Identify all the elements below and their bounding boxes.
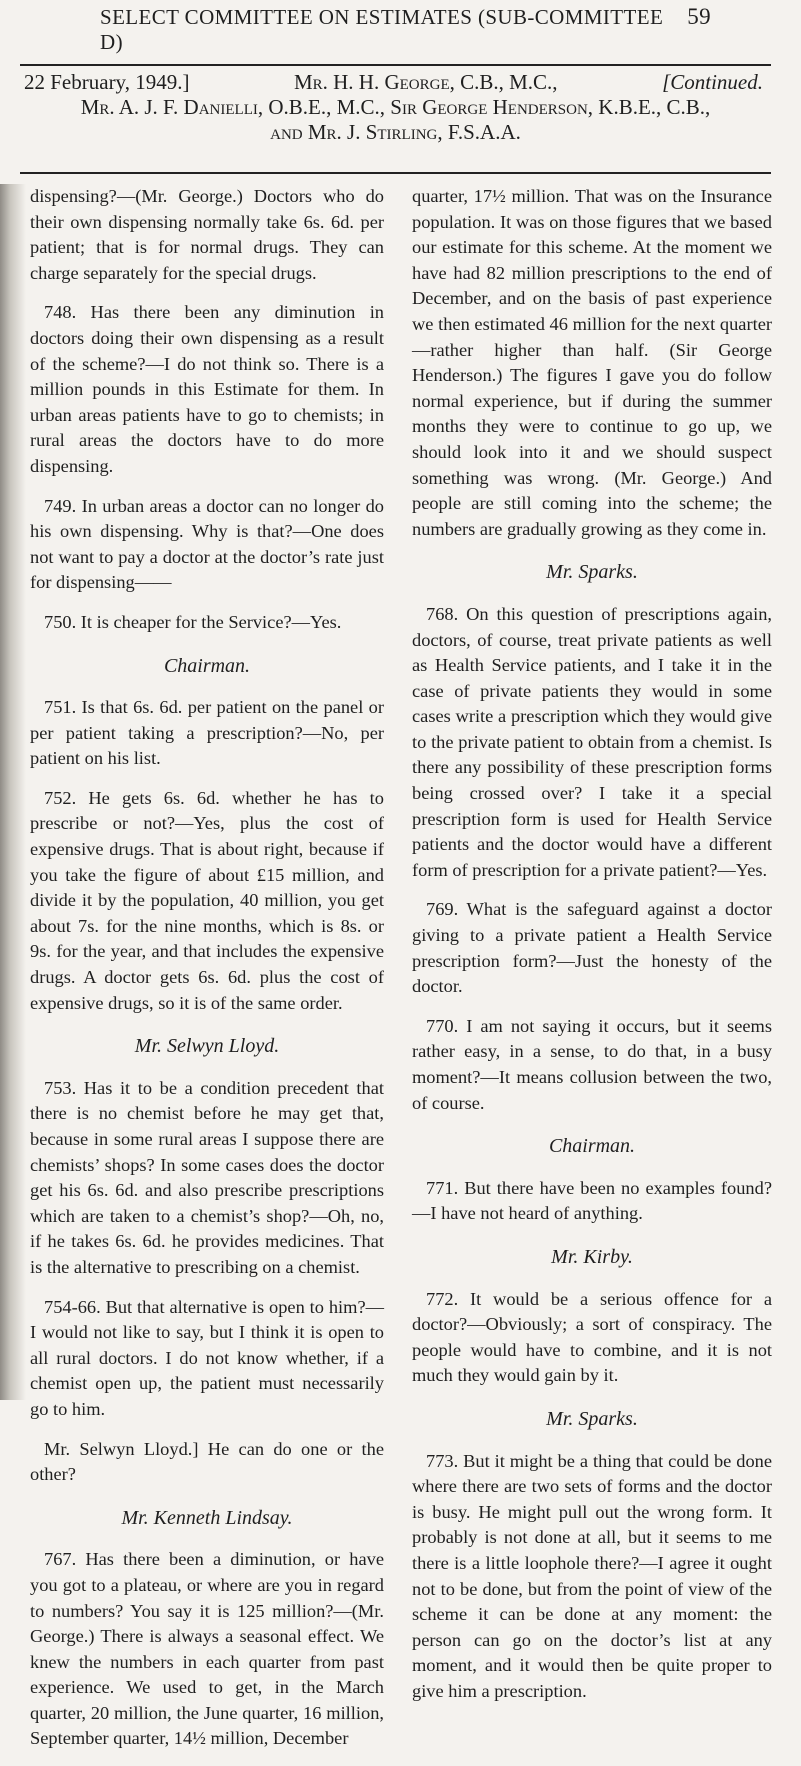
sitting-date: 22 February, 1949.] bbox=[24, 70, 190, 94]
evidence-paragraph: 769. What is the safeguard against a doctor giving to a private patient a Health Service prescription form?—Just the honesty of the doctor. bbox=[412, 899, 772, 997]
running-head-title: SELECT COMMITTEE ON ESTIMATES (SUB-COMMITTEE D) bbox=[100, 5, 664, 54]
evidence-paragraph: 753. Has it to be a condition precedent that there is no chemist before he may get that, because in some rural areas I suppose there are chemists’ shops? In some cases does the doctor get his 6s. 6d. and also prescribe prescriptions which are taken to a chemist’s shop?—Oh, no, if he takes 6s. 6d. he provides medicines. That is the alternative to prescribing on a chemist. bbox=[30, 1077, 384, 1277]
running-head bbox=[100, 4, 711, 55]
witness-line-1 bbox=[20, 70, 771, 95]
speaker-heading: Mr. Sparks. bbox=[546, 1407, 638, 1430]
evidence-paragraph: 767. Has there been a diminution, or have you got to a plateau, or where are you in regard to numbers? You say it is 125 million?—(Mr. George.) There is always a seasonal effect. We knew the numbers in each quarter from past experience. We used to get, in the March quarter, 20 million, the June quarter, 16 million, September quarter, 14½ million, December bbox=[30, 1549, 384, 1749]
continued-paragraph: dispensing?—(Mr. George.) Doctors who do their own dispensing normally take 6s. 6d. per patient; that is for normal drugs. They can charge separately for the special drugs. bbox=[30, 186, 384, 283]
witness-names-line-1: Mr. H. H. George, C.B., M.C., bbox=[293, 70, 558, 94]
page-number: 59 bbox=[687, 4, 711, 29]
evidence-paragraph: 750. It is cheaper for the Service?—Yes. bbox=[44, 611, 342, 632]
speaker-heading: Chairman. bbox=[163, 654, 251, 677]
evidence-paragraph: 773. But it might be a thing that could be done where there are two sets of forms and the doctor is busy. He might pull out the wrong form. It probably is not done at all, but it seems to me there is a little loophole there?—I agree it ought not to be done, but from the point of view of the scheme it can be done at any moment: the person can go on the doctor’s list at any moment, and it would then be quite proper to give him a prescription. bbox=[412, 1450, 772, 1701]
evidence-paragraph: 751. Is that 6s. 6d. per patient on the panel or per patient taking a prescription?—No, per patient on his list. bbox=[30, 697, 384, 769]
binding-shadow bbox=[0, 184, 26, 1400]
evidence-paragraph: 770. I am not saying it occurs, but it seems rather easy, in a sense, to do that, in a busy moment?—It means collusion between the two, of course. bbox=[412, 1015, 772, 1113]
evidence-paragraph: 771. But there have been no examples found?—I have not heard of anything. bbox=[412, 1177, 772, 1224]
evidence-paragraph: 772. It would be a serious offence for a doctor?—Obviously; a sort of conspiracy. The people would have to combine, and it is not much they would gain by it. bbox=[412, 1288, 772, 1386]
header-rule-bottom bbox=[20, 172, 771, 174]
speaker-heading: Mr. Kirby. bbox=[551, 1245, 633, 1268]
witness-block bbox=[20, 70, 771, 145]
evidence-paragraph: 752. He gets 6s. 6d. whether he has to prescribe or not?—Yes, plus the cost of expensive drugs. That is about right, because if you take the figure of about £15 million, and divide it by the population, 40 million, you get about 7s. for the nine months, which is 8s. or 9s. for the year, and that includes the expensive drugs. A doctor gets 6s. 6d. plus the cost of expensive drugs, so it is of the same order. bbox=[30, 787, 384, 1013]
evidence-paragraph: 754-66. But that alternative is open to him?—I would not like to say, but I think it is open to all rural doctors. I do not know whether, if a chemist open up, the patient must necessarily go to him. bbox=[30, 1296, 384, 1419]
speaker-heading: Mr. Selwyn Lloyd. bbox=[134, 1035, 280, 1058]
evidence-paragraph: 749. In urban areas a doctor can no longer do his own dispensing. Why is that?—One does not want to pay a doctor at the doctor’s rate just for dispensing—— bbox=[30, 495, 384, 593]
header-rule-top bbox=[20, 64, 771, 66]
witness-names-line-2: Mr. A. J. F. Danielli, O.B.E., M.C., Sir George Henderson, K.B.E., C.B., bbox=[80, 95, 711, 119]
right-column bbox=[412, 184, 772, 1718]
continued-label: [Continued. bbox=[662, 70, 763, 94]
left-column bbox=[30, 184, 384, 1766]
evidence-paragraph: 748. Has there been any diminution in doctors doing their own dispensing as a result of the scheme?—I do not think so. There is a million pounds in this Estimate for them. In urban areas patients have to go to chemists; in rural areas the doctors have to do more dispensing. bbox=[30, 302, 384, 476]
evidence-paragraph: 768. On this question of prescriptions again, doctors, of course, treat private patients as well as Health Service patients, and I take it in the case of private patients they would in some cases write a prescription which they would give to the private patient to obtain from a chemist. Is there any possibility of these prescription forms being crossed over? I take it a special prescription form is used for Health Service patients and the doctor would have a different form of prescription for a private patient?—Yes. bbox=[412, 603, 772, 880]
evidence-paragraph: Mr. Selwyn Lloyd.] He can do one or the other? bbox=[30, 1438, 384, 1485]
speaker-heading: Chairman. bbox=[548, 1135, 636, 1158]
speaker-heading: Mr. Kenneth Lindsay. bbox=[121, 1506, 293, 1529]
witness-names-line-3: and Mr. J. Stirling, F.S.A.A. bbox=[270, 120, 521, 144]
speaker-heading: Mr. Sparks. bbox=[546, 561, 638, 584]
continued-paragraph: quarter, 17½ million. That was on the Insurance population. It was on those figures that we based our estimate for this scheme. At the moment we have had 82 million prescriptions to the end of December, and on the basis of past experience we then estimated 46 million for the next quarter—rather higher than half. (Sir George Henderson.) The figures I gave you do follow normal experience, but if during the summer months they were to continue to go up, we should look into it and we should suspect something was wrong. (Mr. George.) And people are still coming into the scheme; the numbers are gradually growing as they come in. bbox=[412, 186, 772, 539]
